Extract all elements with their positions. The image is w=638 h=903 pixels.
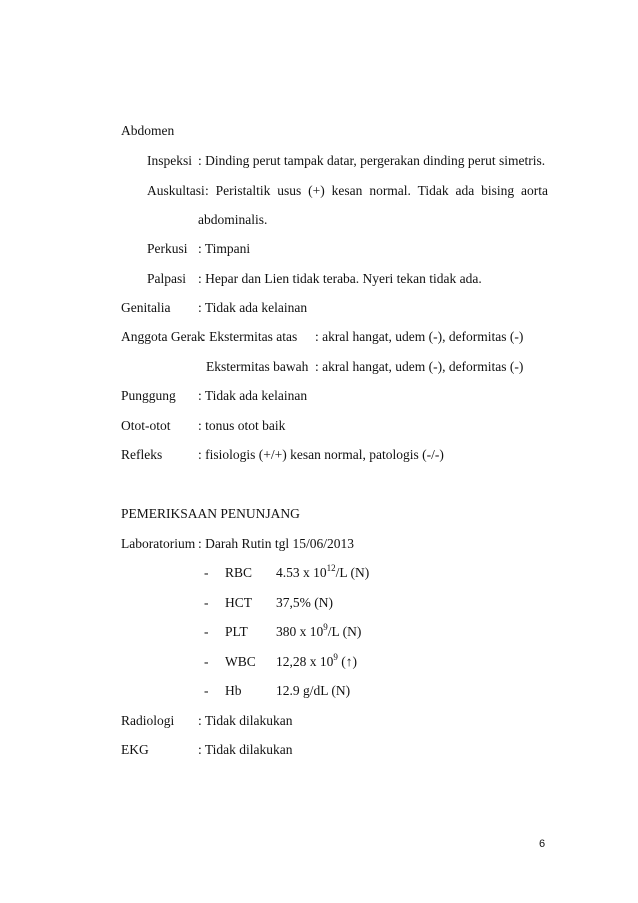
auskultasi-value-continued: abdominalis. [198,212,268,227]
perkusi-label: Perkusi [147,241,188,256]
refleks-label: Refleks [121,447,163,462]
ekstermitas-atas-value: : akral hangat, udem (-), deformitas (-) [315,329,524,344]
lab-item-value-main: 12,28 x 10 [276,654,334,669]
lab-item-dash: - [204,683,209,698]
lab-item-name: Hb [225,683,242,698]
lab-item-name: HCT [225,595,252,610]
lab-item-value [276,595,333,611]
lab-item-dash: - [204,595,209,610]
lab-item-name: RBC [225,565,253,580]
laboratorium-value: : Darah Rutin tgl 15/06/2013 [198,536,354,551]
auskultasi-label: Auskultasi [147,183,205,198]
genitalia-label: Genitalia [121,300,171,315]
punggung-value: : Tidak ada kelainan [198,388,308,403]
otot-label: Otot-otot [121,418,171,433]
anggota-gerak-label: Anggota Gerak [121,329,204,344]
abdomen-heading: Abdomen [121,123,175,138]
auskultasi-value: : Peristaltik usus (+) kesan normal. Tidak ada bising aorta [205,183,548,198]
lab-item-name: WBC [225,654,256,669]
ekg-label: EKG [121,742,149,757]
radiologi-label: Radiologi [121,713,175,728]
lab-item-name: PLT [225,624,248,639]
lab-item-value-main: 37,5% (N) [276,595,333,610]
lab-item-value [276,565,369,581]
lab-item-value-unit: (↑) [337,654,357,669]
lab-item-value-main: 380 x 10 [276,624,324,639]
lab-item-dash: - [204,565,209,580]
laboratorium-label: Laboratorium [121,536,196,551]
lab-item-value [276,654,357,670]
ekg-value: : Tidak dilakukan [198,742,293,757]
lab-item-value-exponent: 9 [333,652,338,662]
page-number: 6 [539,838,546,850]
refleks-value: : fisiologis (+/+) kesan normal, patologis (-/-) [198,447,444,462]
lab-item-value-main: 12.9 g/dL (N) [276,683,351,698]
inspeksi-value: : Dinding perut tampak datar, pergerakan dinding perut simetris. [198,153,546,168]
ekstermitas-atas-label: : Ekstermitas atas [202,329,298,344]
otot-value: : tonus otot baik [198,418,286,433]
lab-item-value-unit: /L (N) [327,624,362,639]
perkusi-value: : Timpani [198,241,251,256]
lab-item-value [276,683,350,699]
ekstermitas-bawah-label: Ekstermitas bawah [206,359,309,374]
lab-item-value-main: 4.53 x 10 [276,565,327,580]
lab-item-value-exponent: 12 [326,563,336,573]
palpasi-label: Palpasi [147,271,186,286]
lab-item-value [276,624,361,640]
ekstermitas-bawah-value: : akral hangat, udem (-), deformitas (-) [315,359,524,374]
lab-item-value-unit: /L (N) [335,565,370,580]
punggung-label: Punggung [121,388,176,403]
inspeksi-label: Inspeksi [147,153,192,168]
palpasi-value: : Hepar dan Lien tidak teraba. Nyeri tekan tidak ada. [198,271,482,286]
lab-item-dash: - [204,654,209,669]
genitalia-value: : Tidak ada kelainan [198,300,308,315]
penunjang-heading: PEMERIKSAAN PENUNJANG [121,506,300,521]
lab-item-dash: - [204,624,209,639]
radiologi-value: : Tidak dilakukan [198,713,293,728]
lab-item-value-exponent: 9 [323,622,328,632]
